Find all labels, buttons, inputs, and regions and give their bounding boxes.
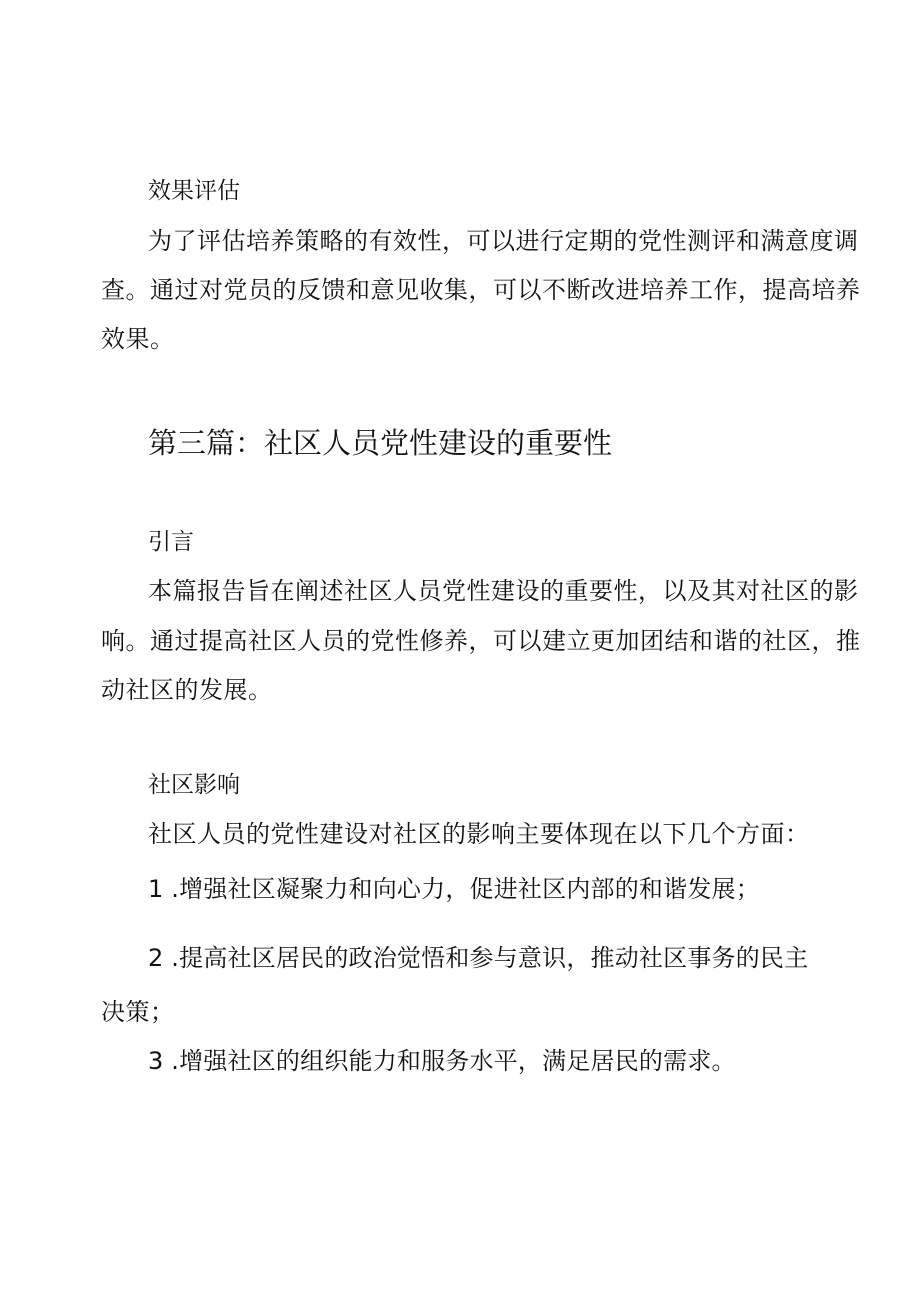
evaluation-paragraph-line: 为了评估培养策略的有效性，可以进行定期的党性测评和满意度调 [148, 227, 859, 255]
intro-paragraph-line: 本篇报告旨在阐述社区人员党性建设的重要性，以及其对社区的影 [148, 577, 859, 605]
impact-list-item: 3 .增强社区的组织能力和服务水平，满足居民的需求。 [148, 1047, 736, 1075]
section-heading-intro: 引言 [148, 529, 194, 555]
intro-paragraph-line: 响。通过提高社区人员的党性修养，可以建立更加团结和谐的社区，推 [101, 627, 861, 655]
impact-list-item-continuation: 决策； [101, 998, 175, 1026]
evaluation-paragraph-line: 查。通过对党员的反馈和意见收集，可以不断改进培养工作，提高培养 [101, 276, 861, 304]
impact-list-item: 1 .增强社区凝聚力和向心力，促进社区内部的和谐发展； [148, 875, 760, 903]
section-heading-evaluation: 效果评估 [148, 178, 240, 204]
section-heading-impact: 社区影响 [148, 772, 240, 798]
impact-list-item: 2 .提高社区居民的政治觉悟和参与意识，推动社区事务的民主 [148, 944, 809, 972]
article-title: 第三篇：社区人员党性建设的重要性 [148, 426, 613, 460]
evaluation-paragraph-line: 效果。 [101, 325, 175, 353]
impact-lead-text: 社区人员的党性建设对社区的影响主要体现在以下几个方面： [148, 820, 810, 848]
intro-paragraph-line: 动社区的发展。 [101, 676, 273, 704]
